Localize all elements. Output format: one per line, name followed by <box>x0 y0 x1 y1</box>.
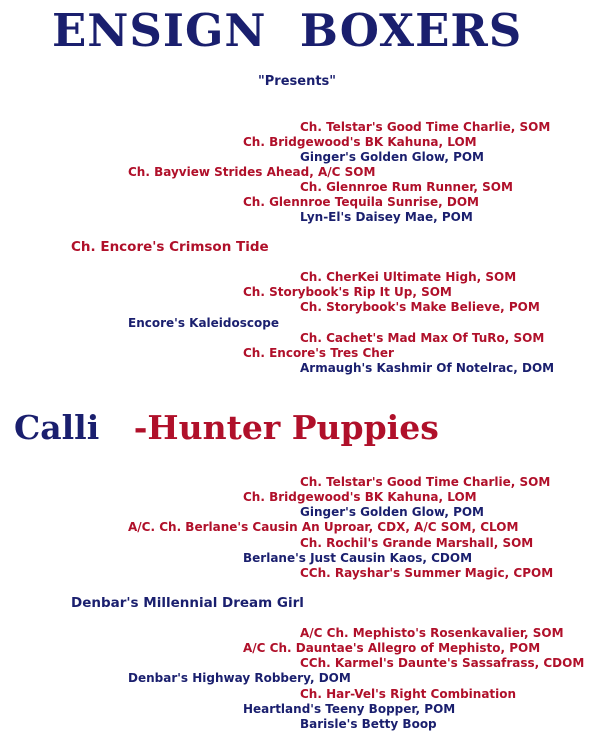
pedigree1-line: Ch. Bridgewood's BK Kahuna, LOM <box>243 135 477 149</box>
pedigree2-line: Heartland's Teeny Bopper, POM <box>243 702 456 716</box>
litter-title-part1: Calli <box>14 408 100 447</box>
pedigree2-line: Ginger's Golden Glow, POM <box>300 505 485 519</box>
pedigree2-line: A/C Ch. Mephisto's Rosenkavalier, SOM <box>300 626 564 640</box>
pedigree1-line: Encore's Kaleidoscope <box>128 316 279 330</box>
pedigree1-line: Ch. Storybook's Make Believe, POM <box>300 300 540 314</box>
sire-name: Ch. Encore's Crimson Tide <box>71 239 269 255</box>
pedigree1-line: Ch. Bayview Strides Ahead, A/C SOM <box>128 165 376 179</box>
dam-name: Denbar's Millennial Dream Girl <box>71 595 304 611</box>
pedigree1-line: Ch. Telstar's Good Time Charlie, SOM <box>300 120 551 134</box>
pedigree1-line: Lyn-El's Daisey Mae, POM <box>300 210 473 224</box>
pedigree2-line: Barisle's Betty Boop <box>300 717 437 731</box>
litter-title-part2: -Hunter Puppies <box>133 408 439 447</box>
pedigree1-line: Ch. CherKei Ultimate High, SOM <box>300 270 517 284</box>
pedigree2-line: CCh. Karmel's Daunte's Sassafrass, CDOM <box>300 656 585 670</box>
page-title: ENSIGN BOXERS <box>52 4 523 57</box>
litter-title <box>14 408 439 447</box>
pedigree2-line: Ch. Telstar's Good Time Charlie, SOM <box>300 475 551 489</box>
pedigree2-line: Ch. Bridgewood's BK Kahuna, LOM <box>243 490 477 504</box>
pedigree2-line: Berlane's Just Causin Kaos, CDOM <box>243 551 473 565</box>
presents-label: "Presents" <box>258 74 337 89</box>
pedigree2-line: A/C Ch. Dauntae's Allegro of Mephisto, POM <box>243 641 541 655</box>
pedigree1-line: Ch. Glennroe Tequila Sunrise, DOM <box>243 195 479 209</box>
pedigree1-line: Ch. Encore's Tres Cher <box>243 346 394 360</box>
pedigree1-line: Armaugh's Kashmir Of Notelrac, DOM <box>300 361 555 375</box>
pedigree2-line: Denbar's Highway Robbery, DOM <box>128 671 351 685</box>
pedigree2-line: Ch. Rochil's Grande Marshall, SOM <box>300 536 534 550</box>
pedigree1-line: Ch. Storybook's Rip It Up, SOM <box>243 285 452 299</box>
pedigree2-line: A/C. Ch. Berlane's Causin An Uproar, CDX, A/C SOM, CLOM <box>128 520 519 534</box>
pedigree2-line: Ch. Har-Vel's Right Combination <box>300 687 517 701</box>
pedigree1-line: Ginger's Golden Glow, POM <box>300 150 485 164</box>
pedigree1-line: Ch. Cachet's Mad Max Of TuRo, SOM <box>300 331 545 345</box>
pedigree2-line: CCh. Rayshar's Summer Magic, CPOM <box>300 566 554 580</box>
pedigree1-line: Ch. Glennroe Rum Runner, SOM <box>300 180 513 194</box>
